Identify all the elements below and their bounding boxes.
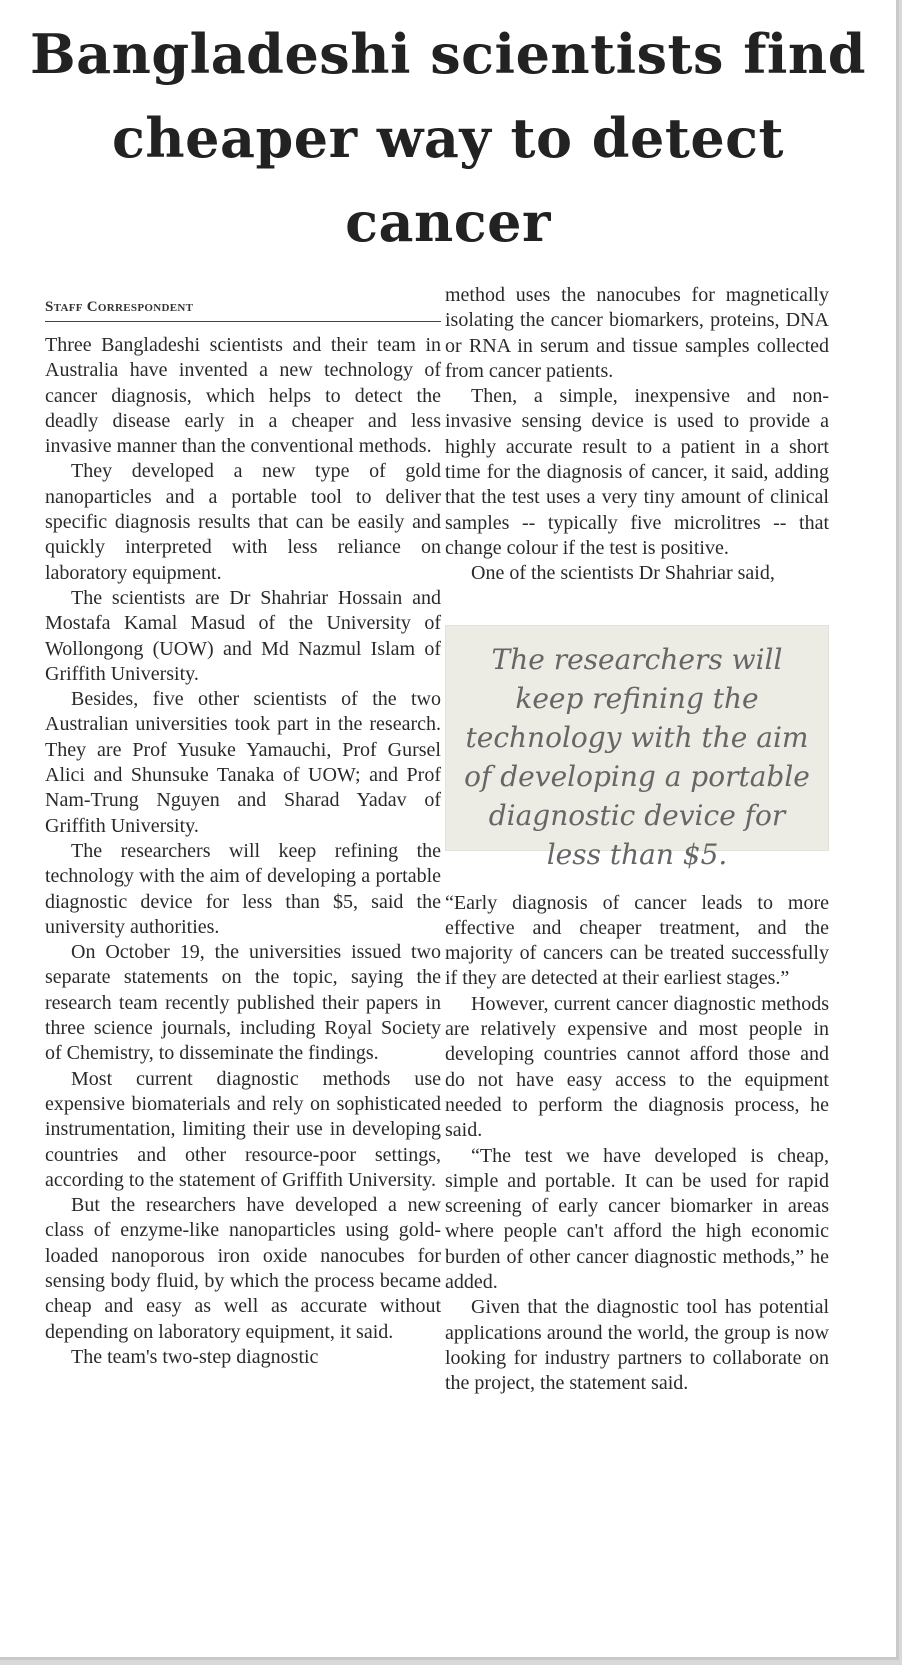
paragraph: Besides, five other scientists of the two Australian universities took part in the research. They are Prof Yusuke Yamauchi, Prof Gursel Alici and Shunsuke Tanaka of UOW; and Prof Nam-Trung Nguyen and Sharad Yadav of Griffith University. (45, 688, 441, 837)
pull-quote: The researchers will keep refining the technology with the aim of developing a portable diagnostic device for less than $5. (445, 625, 829, 851)
left-column (45, 297, 441, 1370)
paragraph: On October 19, the universities issued two separate statements on the topic, saying the research team recently published their papers in three science journals, including Royal Society of Chemistry, to disseminate the findings. (45, 941, 441, 1065)
byline: Staff Correspondent (45, 297, 441, 322)
paragraph: One of the scientists Dr Shahriar said, (471, 562, 775, 585)
paragraph: They developed a new type of gold nanoparticles and a portable tool to deliver specific diagnosis results that can be easily and quickly interpreted with less reliance on laboratory equipment. (45, 460, 441, 584)
paragraph: Three Bangladeshi scientists and their team in Australia have invented a new technology of cancer diagnosis, which helps to detect the deadly disease early in a cheaper and less invasive manner than the conventional methods. (45, 334, 441, 458)
paragraph: Most current diagnostic methods use expensive biomaterials and rely on sophisticated instrumentation, limiting their use in developing countries and other resource-poor settings, according to the statement of Griffith University. (45, 1067, 441, 1191)
paragraph: Given that the diagnostic tool has potential applications around the world, the group is now looking for industry partners to collaborate on the project, the statement said. (445, 1296, 829, 1395)
paragraph: However, current cancer diagnostic methods are relatively expensive and most people in developing countries cannot afford those and do not have easy access to the equipment needed to perform the diagnosis process, he said. (445, 992, 829, 1142)
paragraph: The team's two-step diagnostic (71, 1345, 319, 1368)
paragraph: “The test we have developed is cheap, simple and portable. It can be used for rapid screening of early cancer biomarker in areas where people can't afford the high economic burden of other cancer diagnostic methods,” he added. (445, 1144, 829, 1294)
paragraph: The scientists are Dr Shahriar Hossain and Mostafa Kamal Masud of the University of Wollongong (UOW) and Md Nazmul Islam of Griffith University. (45, 586, 441, 685)
headline: Bangladeshi scientists find cheaper way to detect cancer (30, 22, 866, 254)
paragraph: Then, a simple, inexpensive and non-invasive sensing device is used to provide a highly accurate result to a patient in a short time for the diagnosis of cancer, it said, adding that the test uses a very tiny amount of clinical samples -- typically five microlitres -- that change colour if the test is positive. (445, 385, 829, 559)
right-column (445, 283, 829, 1397)
paragraph: method uses the nanocubes for magnetically isolating the cancer biomarkers, proteins, DNA or RNA in serum and tissue samples collected from cancer patients. (445, 284, 829, 382)
paragraph: The researchers will keep refining the technology with the aim of developing a portable diagnostic device for less than $5, said the university authorities. (45, 839, 441, 938)
paragraph: But the researchers have developed a new class of enzyme-like nanoparticles using gold-loaded nanoporous iron oxide nanocubes for sensing body fluid, by which the process became cheap and easy as well as accurate without depending on laboratory equipment, it said. (45, 1194, 441, 1343)
paragraph: “Early diagnosis of cancer leads to more effective and cheaper treatment, and the majority of cancers can be treated successfully if they are detected at their earliest stages.” (445, 891, 829, 990)
